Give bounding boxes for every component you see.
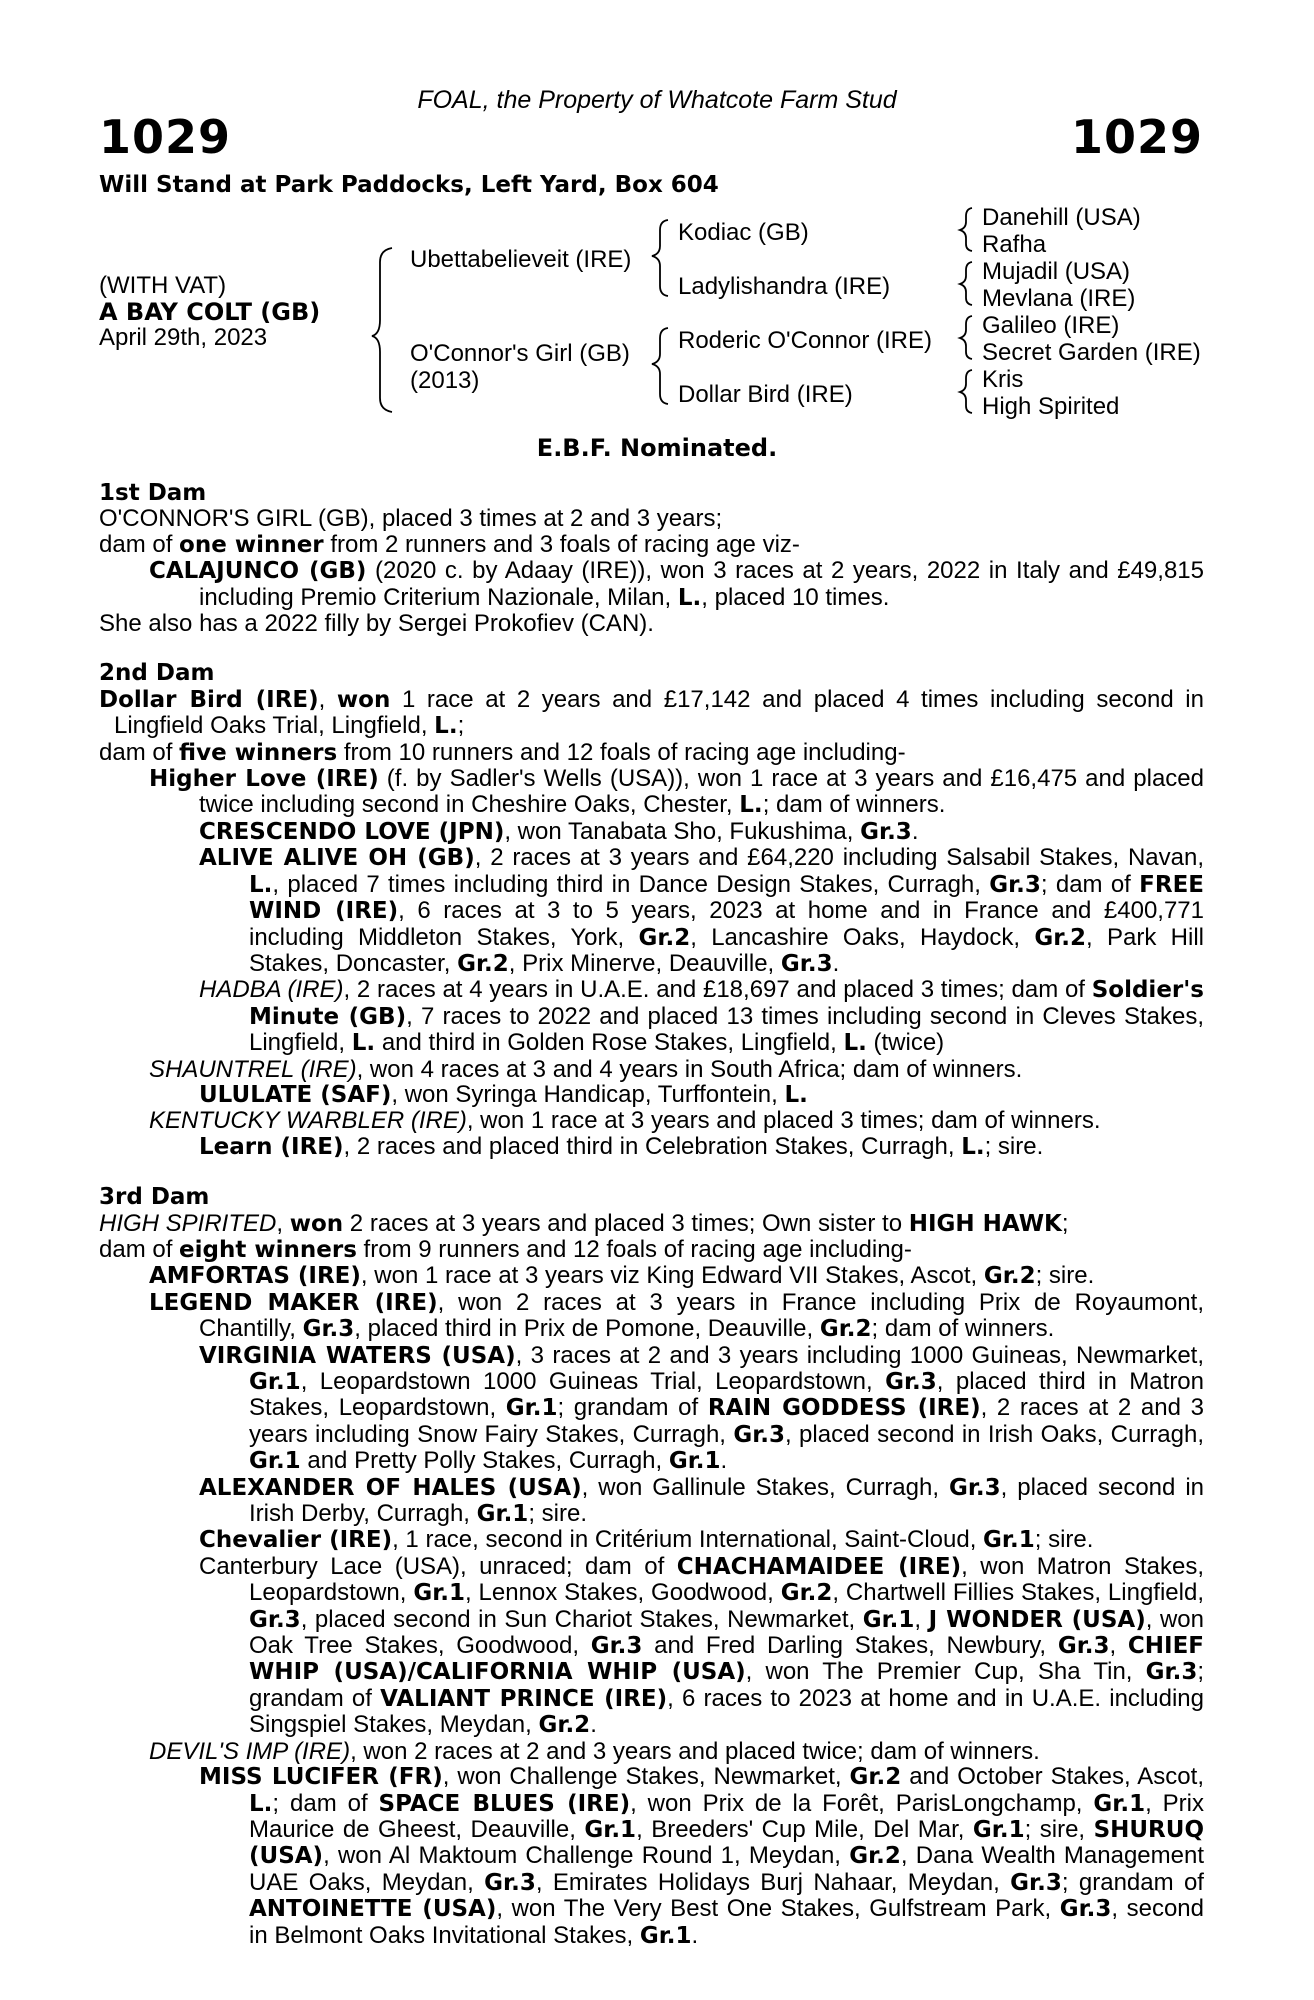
vat-note: (WITH VAT) (99, 272, 227, 299)
ancestor-8: High Spirited (982, 393, 1120, 420)
paragraph: MISS LUCIFER (FR), won Challenge Stakes, Newmarket, Gr.2 and October Stakes, Ascot, L.; dam of SPACE BLUES (IRE), won Prix de la Forêt, ParisLongchamp, Gr.1, Prix Maurice de Gheest, Deauville, Gr.1, Breeders' Cup Mile, Del Mar, Gr.1; sire, SHURUQ (USA), won Al Maktoum Challenge Round 1, Meydan, Gr.2, Dana Wealth Management UAE Oaks, Meydan, Gr.3, Emirates Holidays Burj Nahaar, Meydan, Gr.3; grandam of ANTOINETTE (USA), won The Very Best One Stakes, Gulfstream Park, Gr.3, second in Belmont Oaks Invitational Stakes, Gr.1. (199, 1763, 1204, 1949)
paragraph: ULULATE (SAF), won Syringa Handicap, Turffontein, L. (199, 1080, 808, 1108)
paragraph: She also has a 2022 filly by Sergei Prokofiev (CAN). (99, 610, 654, 638)
sire-dam: Ladylishandra (IRE) (678, 273, 891, 300)
paragraph: VIRGINIA WATERS (USA), 3 races at 2 and 3 years including 1000 Guineas, Newmarket, Gr.1, Leopardstown 1000 Guineas Trial, Leopardstown, Gr.3, placed third in Matron Stakes, Leopardstown, Gr.1; grandam of RAIN GODDESS (IRE), 2 races at 2 and 3 years including Snow Fairy Stakes, Curragh, Gr.3, placed second in Irish Oaks, Curragh, Gr.1 and Pretty Polly Stakes, Curragh, Gr.1. (199, 1341, 1205, 1475)
catalogue-body (99, 481, 1204, 1949)
lot-number-right: 1029 (1070, 110, 1203, 164)
dam-sire: Roderic O'Connor (IRE) (678, 327, 932, 354)
paragraph: Canterbury Lace (USA), unraced; dam of CHACHAMAIDEE (IRE), won Matron Stakes, Leopardstown, Gr.1, Lennox Stakes, Goodwood, Gr.2, Chartwell Fillies Stakes, Lingfield, Gr.3, placed second in Sun Chariot Stakes, Newmarket, Gr.1, J WONDER (USA), won Oak Tree Stakes, Goodwood, Gr.3 and Fred Darling Stakes, Newbury, Gr.3, CHIEF WHIP (USA)/CALIFORNIA WHIP (USA), won The Premier Cup, Sha Tin, Gr.3; grandam of VALIANT PRINCE (IRE), 6 races to 2023 at home and in U.A.E. including Singspiel Stakes, Meydan, Gr.2. (199, 1552, 1204, 1739)
ancestor-6: Secret Garden (IRE) (982, 339, 1201, 366)
horse-name: A BAY COLT (GB) (99, 298, 321, 326)
paragraph: O'CONNOR'S GIRL (GB), placed 3 times at 2 and 3 years; (99, 505, 723, 533)
ancestor-5: Galileo (IRE) (982, 312, 1120, 339)
paragraph: CALAJUNCO (GB) (2020 c. by Adaay (IRE)), won 3 races at 2 years, 2022 in Italy and £49,815 including Premio Criterium Nazionale, Milan, L., placed 10 times. (149, 557, 1204, 611)
ebf-nominated: E.B.F. Nominated. (536, 434, 778, 462)
paragraph: CRESCENDO LOVE (JPN), won Tanabata Sho, Fukushima, Gr.3. (199, 817, 919, 845)
paragraph: ALIVE ALIVE OH (GB), 2 races at 3 years and £64,220 including Salsabil Stakes, Navan, L., placed 7 times including third in Dance Design Stakes, Curragh, Gr.3; dam of FREE WIND (IRE), 6 races at 3 to 5 years, 2023 at home and in France and £400,771 including Middleton Stakes, York, Gr.2, Lancashire Oaks, Haydock, Gr.2, Park Hill Stakes, Doncaster, Gr.2, Prix Minerve, Deauville, Gr.3. (199, 844, 1205, 977)
ancestor-3: Mujadil (USA) (982, 258, 1131, 285)
ancestor-7: Kris (982, 366, 1024, 393)
ancestor-1: Danehill (USA) (982, 204, 1141, 231)
paragraph: LEGEND MAKER (IRE), won 2 races at 3 years in France including Prix de Royaumont, Chantilly, Gr.3, placed third in Prix de Pomone, Deauville, Gr.2; dam of winners. (149, 1288, 1204, 1343)
dam-dam: Dollar Bird (IRE) (678, 381, 853, 408)
paragraph: dam of eight winners from 9 runners and 12 foals of racing age including- (99, 1235, 912, 1263)
ancestor-4: Mevlana (IRE) (982, 285, 1136, 312)
paragraph: dam of five winners from 10 runners and 12 foals of racing age including- (99, 738, 906, 766)
lot-number-left: 1029 (99, 110, 232, 164)
paragraph: DEVIL'S IMP (IRE), won 2 races at 2 and 3 years and placed twice; dam of winners. (149, 1737, 1040, 1765)
section-heading-2nd-dam: 2nd Dam (99, 660, 215, 687)
sire-sire: Kodiac (GB) (678, 219, 809, 246)
paragraph: AMFORTAS (IRE), won 1 race at 3 years viz King Edward VII Stakes, Ascot, Gr.2; sire. (149, 1262, 1095, 1290)
sire-name: Ubettabelieveit (IRE) (410, 246, 632, 273)
paragraph: Higher Love (IRE) (f. by Sadler's Wells (USA)), won 1 race at 3 years and £16,475 and placed twice including second in Cheshire Oaks, Chester, L.; dam of winners. (149, 765, 1204, 819)
paragraph: HIGH SPIRITED, won 2 races at 3 years and placed 3 times; Own sister to HIGH HAWK; (99, 1209, 1069, 1237)
paragraph: ALEXANDER OF HALES (USA), won Gallinule Stakes, Curragh, Gr.3, placed second in Irish Derby, Curragh, Gr.1; sire. (199, 1473, 1204, 1528)
property-line: FOAL, the Property of Whatcote Farm Stud (417, 86, 897, 114)
paragraph: KENTUCKY WARBLER (IRE), won 1 race at 3 years and placed 3 times; dam of winners. (149, 1107, 1101, 1135)
foaling-date: April 29th, 2023 (99, 324, 268, 351)
paragraph: Dollar Bird (IRE), won 1 race at 2 years and £17,142 and placed 4 times including second in Lingfield Oaks Trial, Lingfield, L.; (99, 685, 1204, 740)
dam-year: (2013) (410, 367, 480, 394)
paragraph: dam of one winner from 2 runners and 3 foals of racing age viz- (99, 530, 800, 558)
paragraph: Chevalier (IRE), 1 race, second in Critérium International, Saint-Cloud, Gr.1; sire. (199, 1526, 1094, 1554)
section-heading-3rd-dam: 3rd Dam (99, 1184, 210, 1211)
stand-location: Will Stand at Park Paddocks, Left Yard, Box 604 (99, 172, 719, 198)
paragraph: HADBA (IRE), 2 races at 4 years in U.A.E. and £18,697 and placed 3 times; dam of Soldier's Minute (GB), 7 races to 2022 and placed 13 times including second in Cleves Stakes, Lingfield, L. and third in Golden Rose Stakes, Lingfield, L. (twice) (199, 976, 1205, 1057)
dam-name: O'Connor's Girl (GB) (410, 340, 630, 367)
paragraph: Learn (IRE), 2 races and placed third in Celebration Stakes, Curragh, L.; sire. (199, 1132, 1044, 1160)
section-heading-1st-dam: 1st Dam (99, 480, 207, 506)
paragraph: SHAUNTREL (IRE), won 4 races at 3 and 4 years in South Africa; dam of winners. (149, 1055, 1023, 1083)
ancestor-2: Rafha (982, 231, 1047, 258)
